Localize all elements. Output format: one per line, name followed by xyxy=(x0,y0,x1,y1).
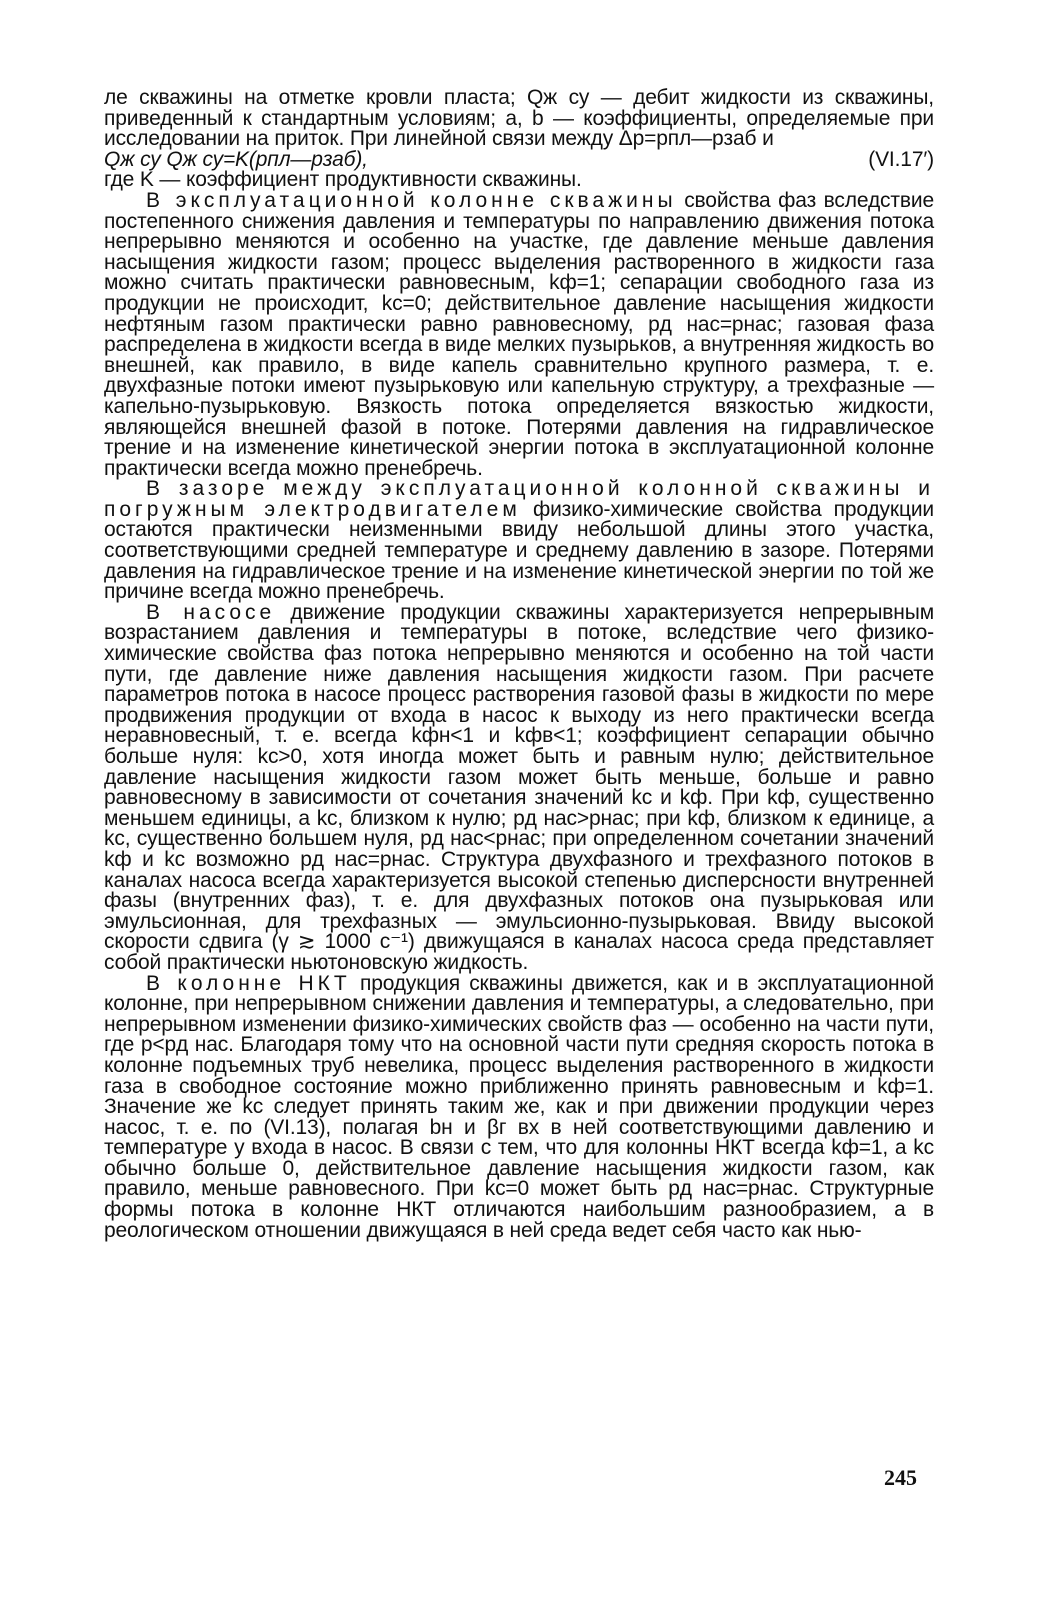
paragraph-continuation: ле скважины на отметке кровли пласта; Qж су — дебит жидкости из скважины, приведенный к стандартным условиям; a, b — коэффициенты, определяемые при исследовании на приток. При линейной связи между Δp=pпл—pзаб и xyxy=(104,86,934,151)
paragraph-casing: В эксплуатационной колонне скважины свойства фаз вследствие постепенного снижения давления и температуры по направлению движения потока непрерывно меняются и особенно на участке, где давление меньше давления насыщения жидкости газом; процесс выделения растворенного в жидкости газа можно считать практически равновесным, kф=1; сепарации свободного газа из продукции не происходит, kс=0; действительное давление насыщения жидкости нефтяным газом практически равно равновесному, pд нас=pнас; газовая фаза распределена в жидкости всегда в виде мелких пузырьков, а внутренняя жидкость во внешней, как правило, в виде капель сравнительно крупного размера, т. е. двухфазные потоки имеют пузырьковую или капельную структуру, а трехфазные — капельно-пузырьковую. Вязкость потока определяется вязкостью жидкости, являющейся внешней фазой в потоке. Потерями давления на гидравлическое трение и на изменение кинетической энергии потока в эксплуатационной колонне практически всегда можно пренебречь. xyxy=(104,188,934,480)
section-lead: В зазоре между эксплуатационной колонной скважины и погружным электродвигателем xyxy=(104,477,934,521)
section-lead: В колонне НКТ xyxy=(146,971,351,995)
paragraph-tubing: В колонне НКТ продукция скважины движется, как и в эксплуатационной колонне, при непрерывном снижении давления и температуры, а следовательно, при непрерывном изменении физико-химических свойств фаз — особенно на части пути, где p<pд нас. Благодаря тому что на основной части пути средняя скорость потока в колонне подъемных труб невелика, процесс выделения растворенного в жидкости газа в свободное состояние можно приближенно принять равновесным и kф=1. Значение же kс следует принять таким же, как и при движении продукции через насос, т. е. по (VI.13), полагая bн и βг вх в ней соответствующими давлению и температуре у входа в насос. В связи с тем, что для колонны НКТ всегда kф=1, а kс обычно больше 0, действительное давление насыщения жидкости газом, как правило, меньше равновесного. При kс=0 может быть pд нас=pнас. Структурные формы потока в колонне НКТ отличаются наибольшим разнообразием, а в реологическом отношении движущаяся в ней среда ведет себя часто как нью- xyxy=(104,971,934,1242)
equation-formula: Qж су Qж су=K(pпл—pзаб), xyxy=(104,147,368,171)
section-lead: В эксплуатационной колонне скважины xyxy=(146,188,677,212)
equation-number: (VI.17′) xyxy=(868,147,934,171)
equation-line xyxy=(104,147,934,171)
section-lead: В насосе xyxy=(146,600,276,624)
paragraph-gap: В зазоре между эксплуатационной колонной скважины и погружным электродвигателем физико-химические свойства продукции остаются практически неизменными ввиду небольшой длины этого участка, соответствующими средней температуре и среднему давлению в зазоре. Потерями давления на гидравлическое трение и на изменение кинетической энергии по той же причине всегда можно пренебречь. xyxy=(104,477,934,604)
body-text xyxy=(104,88,934,1241)
paragraph-pump: В насосе движение продукции скважины характеризуется непрерывным возрастанием давления и температуры в потоке, вследствие чего физико-химические свойства фаз потока непрерывно меняются и особенно на той части пути, где давление ниже давления насыщения жидкости газом. При расчете параметров потока в насосе процесс растворения газовой фазы в жидкости по мере продвижения продукции от входа в насос к выходу из него практически всегда неравновесный, т. е. всегда kфн<1 и kфв<1; коэффициент сепарации обычно больше нуля: kс>0, хотя иногда может быть и равным нулю; действительное давление насыщения жидкости газом может быть меньше, больше и равно равновесному в зависимости от сочетания значений kс и kф. При kф, существенно меньшем единицы, а kс, близком к нулю; pд нас>pнас; при kф, близком к единице, а kс, существенно большем нуля, pд нас<pнас; при определенном сочетании значений kф и kс возможно pд нас=pнас. Структура двухфазного и трехфазного потоков в каналах насоса всегда характеризуется высокой степенью дисперсности внутренней фазы (внутренних фаз), т. е. для двухфазных потоков она пузырьковая или эмульсионная, для трехфазных — эмульсионно-пузырьковая. Ввиду высокой скорости сдвига (γ ≳ 1000 с⁻¹) движущаяся в каналах насоса среда представляет собой практически ньютоновскую жидкость. xyxy=(104,600,934,974)
paragraph-where: где K — коэффициент продуктивности скважины. xyxy=(104,168,582,192)
page-number: 245 xyxy=(884,1465,917,1490)
